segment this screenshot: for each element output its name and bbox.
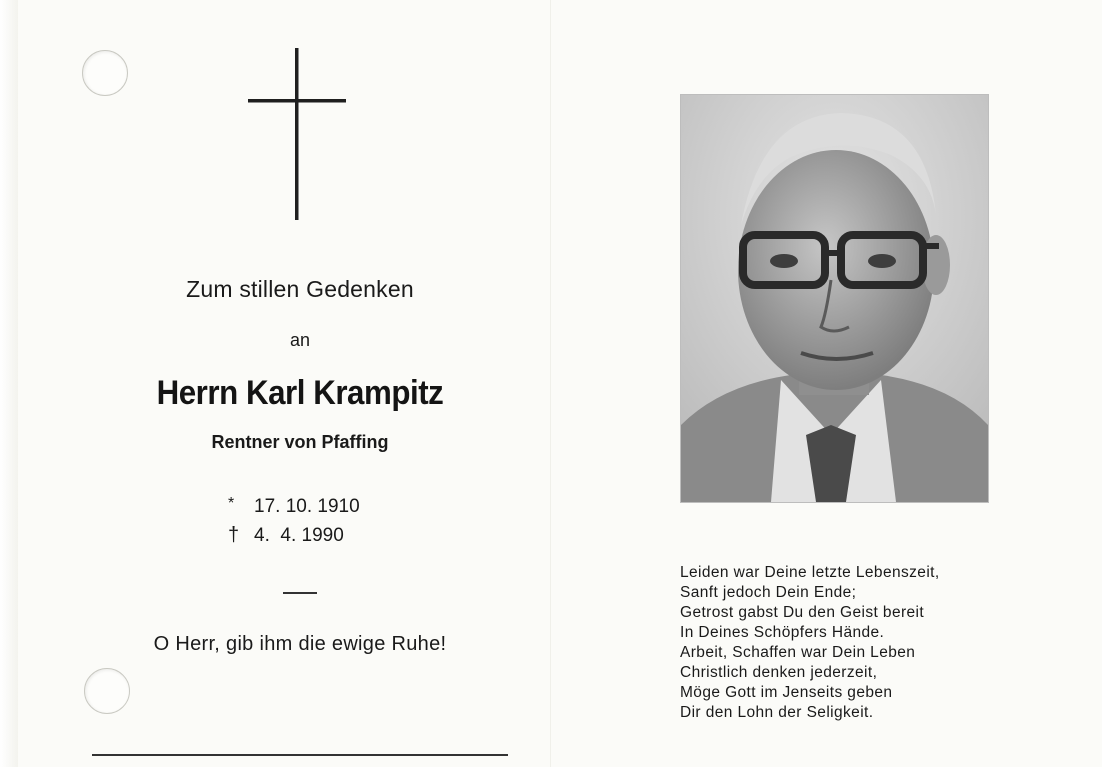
prayer-text: O Herr, gib ihm die ewige Ruhe!: [153, 633, 447, 655]
card-heading: Zum stillen Gedenken: [186, 276, 414, 302]
fold-line: [550, 0, 551, 767]
poem-line: Dir den Lohn der Seligkeit.: [680, 704, 874, 721]
divider-short: [283, 592, 317, 594]
deceased-occupation: Rentner von Pfaffing: [211, 432, 389, 452]
birth-symbol: *: [228, 495, 235, 512]
card-to: an: [289, 330, 311, 350]
poem-line: In Deines Schöpfers Hände.: [680, 624, 885, 641]
poem-line: Christlich denken jederzeit,: [680, 664, 878, 681]
birth-date-row: [228, 496, 360, 518]
poem-line: Getrost gabst Du den Geist bereit: [680, 604, 925, 621]
poem: [680, 563, 1080, 723]
deceased-name: Herrn Karl Krampitz: [156, 374, 444, 412]
punch-hole-top: [82, 50, 128, 96]
portrait-photo: [680, 94, 989, 503]
cross-icon: [248, 48, 348, 220]
death-date-row: [228, 524, 344, 547]
paper-edge: [0, 0, 18, 767]
birth-date: 17. 10. 1910: [254, 496, 360, 517]
poem-line: Leiden war Deine letzte Lebenszeit,: [680, 564, 940, 581]
poem-line: Möge Gott im Jenseits geben: [680, 684, 893, 701]
poem-line: Sanft jedoch Dein Ende;: [680, 584, 857, 601]
divider-bottom: [92, 754, 508, 756]
death-date: 4. 4. 1990: [254, 525, 344, 546]
punch-hole-bottom: [84, 668, 130, 714]
poem-line: Arbeit, Schaffen war Dein Leben: [680, 644, 916, 661]
death-symbol: †: [228, 524, 240, 546]
